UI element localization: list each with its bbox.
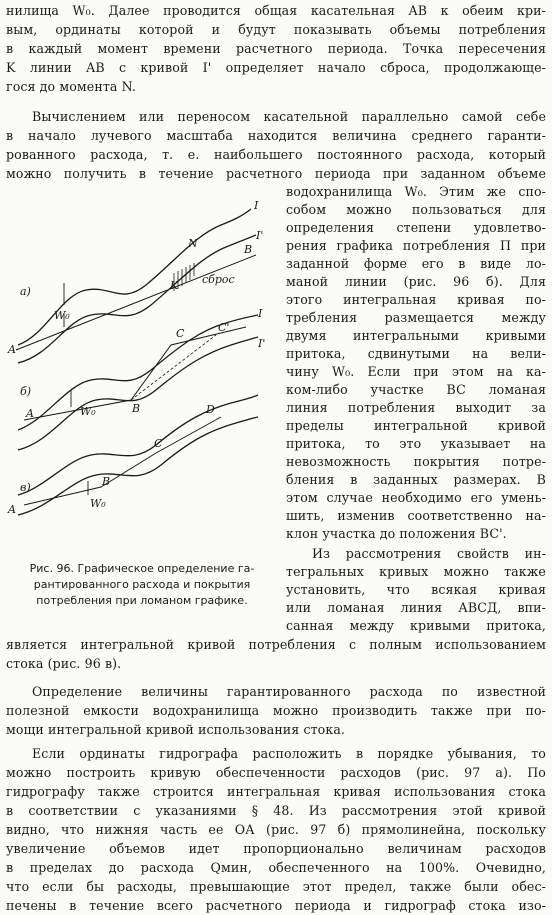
text-line: увеличение объемов идет пропорционально величинам расходов — [6, 841, 546, 856]
label-A-a: A — [8, 343, 16, 356]
text-line: заданной форме его в виде ло- — [286, 256, 546, 271]
text-line: клон участка до положения BC'. — [286, 526, 507, 541]
label-sbros: сброс — [202, 273, 235, 286]
text-line: пределы интегральной кривой — [286, 418, 546, 433]
label-W0-b: W₀ — [80, 405, 96, 418]
figure-96 — [6, 195, 276, 555]
inflow-curve-Ip-a — [18, 235, 256, 363]
label-K: K — [170, 279, 179, 292]
text-line: ком-либо участке BC ломаная — [286, 382, 546, 397]
label-Ip-b: I' — [258, 337, 266, 350]
label-I-a: I — [254, 199, 259, 212]
text-line: является интегральной кривой потребления с полным использованием — [6, 637, 546, 652]
text-line: Если ординаты гидрографа расположить в порядке убывания, то — [32, 746, 546, 761]
label-a: а) — [20, 285, 31, 298]
label-C-c: C — [154, 437, 163, 450]
text-line: линия потребления выходит за — [286, 400, 546, 415]
text-line: чину W₀. Если при этом на ка- — [286, 364, 546, 379]
text-line: вым, ординаты которой и будут показывать объемы потребления — [6, 22, 546, 37]
text-line: можно получить в течение расчетного периода при заданном объеме — [6, 166, 546, 181]
text-line: Из рассмотрения свойств ин- — [312, 546, 546, 561]
label-W0-c: W₀ — [90, 497, 106, 510]
label-W0-a: W₀ — [54, 309, 70, 322]
text-line: этом случае необходимо его умень- — [286, 490, 546, 505]
label-B-a: B — [244, 243, 253, 256]
label-N: N — [188, 237, 198, 250]
text-line: стока (рис. 96 в). — [6, 656, 122, 671]
label-C-b: C — [176, 327, 185, 340]
text-line: требления размещается между — [286, 310, 546, 325]
text-line: тегральных кривых можно также — [286, 564, 546, 579]
text-line: что если бы расходы, превышающие этот предел, также были обес- — [6, 879, 546, 894]
label-B-c: B — [102, 475, 111, 488]
caption-line: Рис. 96. Графическое определение га- — [29, 562, 255, 575]
text-line: нилища W₀. Далее проводится общая касательная AB к обеим кри- — [6, 3, 546, 18]
text-line: притока, сдвинутыми на вели- — [286, 346, 546, 361]
text-line: Определение величины гарантированного расхода по известной — [32, 684, 546, 699]
text-line: Вычислением или переносом касательной параллельно самой себе — [32, 109, 546, 124]
label-Cp-b: C' — [218, 321, 230, 334]
text-line: в начало лучевого масштаба находится величина среднего гаранти- — [6, 128, 546, 143]
label-I-b: I — [258, 307, 263, 320]
text-line: видно, что нижняя часть ее ОА (рис. 97 б) прямолинейна, поскольку — [6, 822, 546, 837]
text-line: санная между кривыми притока, — [286, 618, 546, 633]
text-line: в каждый момент времени расчетного периода. Точка пересечения — [6, 41, 546, 56]
text-line: бления в заданных размерах. В — [286, 472, 546, 487]
text-line: маной линии (рис. 96 б). Для — [286, 274, 546, 289]
text-line: невозможность покрытия потре- — [286, 454, 546, 469]
text-line: рованного расхода, т. е. наибольшего постоянного расхода, который — [6, 147, 546, 162]
label-Ip-a: I' — [256, 229, 264, 242]
text-line: установить, что всякая кривая — [286, 582, 546, 597]
text-line: шить, изменив соответственно на- — [286, 508, 546, 523]
text-line: водохранилища W₀. Этим же спо- — [286, 184, 546, 199]
label-b: б) — [20, 385, 32, 398]
text-line: определения степени удовлетво- — [286, 220, 546, 235]
text-line: двумя интегральными кривыми — [286, 328, 546, 343]
text-line: полезной емкости водохранилища можно производить также при по- — [6, 703, 546, 718]
label-A-c: A — [8, 503, 16, 516]
text-line: K линии AB с кривой I' определяет начало сброса, продолжающе- — [6, 60, 546, 75]
text-line: или ломаная линия АВСД, впи- — [286, 600, 546, 615]
label-A-b: A — [26, 407, 34, 420]
inflow-curve-Ip-b — [18, 337, 258, 450]
label-B-b: B — [132, 402, 141, 415]
text-line: притока, то это указывает на — [286, 436, 546, 451]
text-line: собом можно пользоваться для — [286, 202, 546, 217]
text-line: можно построить кривую обеспеченности расходов (рис. 97 а). По — [6, 765, 546, 780]
text-line: печены в течение всего расчетного периода и гидрограф стока изо- — [6, 898, 546, 913]
label-v: в) — [20, 481, 31, 494]
caption-line: рантированного расхода и покрытия — [33, 578, 251, 591]
inflow-curve-Ip-c — [18, 417, 258, 515]
text-line: в пределах до расхода Qмин, обеспеченного на 100%. Очевидно, — [6, 860, 546, 875]
text-line: гося до момента N. — [6, 79, 137, 94]
text-line: гидрографу также строится интегральная кривая использования стока — [6, 784, 546, 799]
caption-line: потребления при ломаном графике. — [36, 594, 248, 607]
text-line: в соответствии с указаниями § 48. Из рассмотрения этой кривой — [6, 803, 546, 818]
text-line: рения графика потребления П при — [286, 238, 546, 253]
tangent-AB-a — [16, 255, 256, 350]
label-D-c: D — [206, 403, 215, 416]
text-line: этого интегральная кривая по- — [286, 292, 546, 307]
text-line: мощи интегральной кривой использования стока. — [6, 722, 346, 737]
